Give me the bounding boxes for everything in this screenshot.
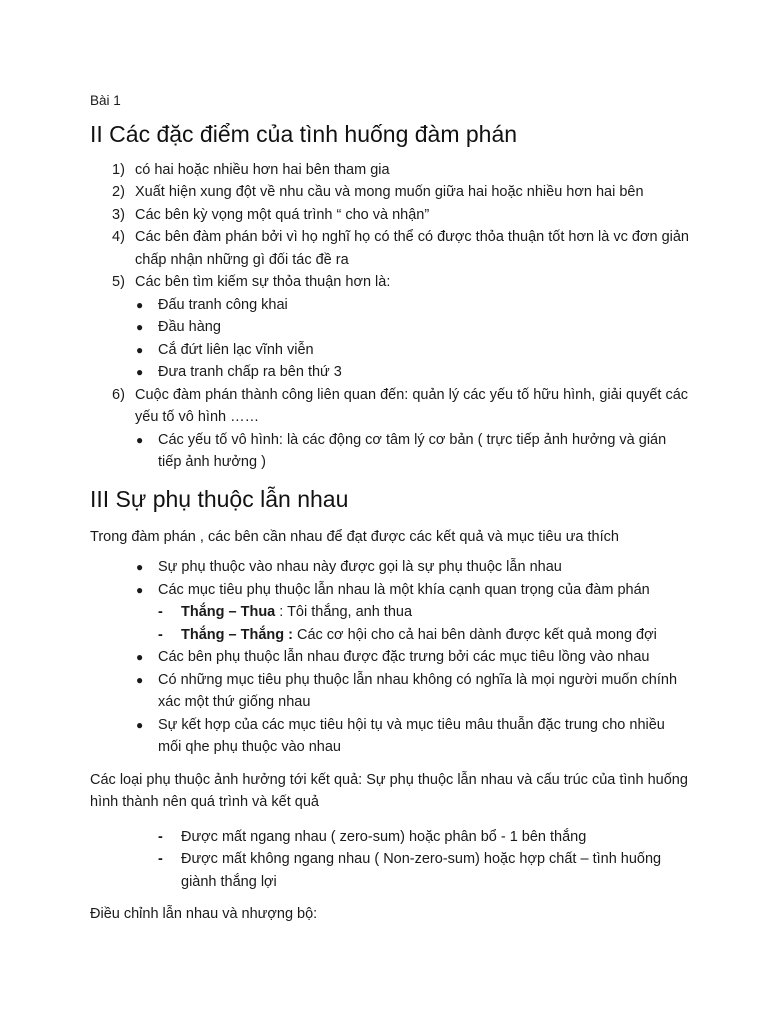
dash-icon: - (158, 851, 163, 867)
list-item: 6) Cuộc đàm phán thành công liên quan đến: quản lý các yếu tố hữu hình, giải quyết các yếu tố vô hình …… (112, 386, 689, 425)
item-6-bullets (90, 429, 690, 474)
list-item: ● Các mục tiêu phụ thuộc lẫn nhau là một khía cạnh quan trọng của đàm phán (90, 579, 690, 602)
last-line: Điều chỉnh lẫn nhau và nhượng bộ: (90, 906, 318, 922)
list-item: ● Sự kết hợp của các mục tiêu hội tụ và mục tiêu mâu thuẫn đặc trung cho nhiều mối qhe phụ thuộc vào nhau (90, 714, 690, 759)
section-3-intro: Trong đàm phán , các bên cần nhau để đạt được các kết quả và mục tiêu ưa thích (90, 528, 619, 545)
section-3-bullets-cont (90, 646, 690, 759)
types-list (90, 826, 690, 894)
item-5-bullets (90, 294, 690, 384)
bullet-icon: ● (136, 560, 144, 574)
bullet-icon: ● (136, 342, 144, 357)
list-item: ● Đầu hàng (90, 316, 690, 339)
types-paragraph: Các loại phụ thuộc ảnh hưởng tới kết quả: Sự phụ thuộc lẫn nhau và cấu trúc của tình huống hình thành nên quá trình và kết quả (90, 771, 688, 810)
list-item: ● Đưa tranh chấp ra bên thứ 3 (90, 361, 690, 384)
bullet-icon: ● (136, 650, 144, 664)
section-2-list (90, 159, 690, 294)
bullet-icon: ● (136, 717, 144, 732)
list-item: ● Cắ đứt liên lạc vĩnh viễn (90, 339, 690, 362)
bullet-icon: ● (136, 582, 144, 597)
bullet-icon: ● (136, 672, 144, 687)
bullet-icon: ● (136, 297, 144, 312)
list-item: ● Các yếu tố vô hình: là các động cơ tâm lý cơ bản ( trực tiếp ảnh hưởng và gián tiếp ảnh hưởng ) (90, 429, 690, 474)
dash-icon: - (158, 828, 163, 845)
dash-icon: - (158, 604, 163, 620)
section-2-list-cont (90, 384, 690, 429)
list-item: 5) Các bên tìm kiếm sự thỏa thuận hơn là: (112, 274, 391, 290)
list-item: ● Có những mục tiêu phụ thuộc lẫn nhau không có nghĩa là mọi người muốn chính xác một thứ giống nhau (90, 669, 690, 714)
dash-icon: - (158, 626, 163, 643)
list-item: - Được mất không ngang nhau ( Non-zero-sum) hoặc hợp chất – tình huống giành thắng lợi (90, 848, 690, 893)
list-item: ● Các bên phụ thuộc lẫn nhau được đặc trưng bởi các mục tiêu lồng vào nhau (90, 646, 690, 669)
bullet-icon: ● (136, 432, 144, 447)
bullet-icon: ● (136, 365, 144, 379)
section-3-bullets (90, 556, 690, 601)
section-2-title: II Các đặc điểm của tình huống đàm phán (90, 120, 518, 147)
section-3-title: III Sự phụ thuộc lẫn nhau (90, 485, 349, 512)
win-lose-list (90, 601, 690, 646)
list-item: ● Đấu tranh công khai (90, 294, 690, 317)
list-item: - Thắng – Thua : Tôi thắng, anh thua (90, 601, 690, 624)
lesson-label: Bài 1 (90, 93, 121, 108)
list-item: 1) có hai hoặc nhiều hơn hai bên tham gia (112, 161, 390, 178)
list-item: 4) Các bên đàm phán bởi vì họ nghĩ họ có thể có được thỏa thuận tốt hơn là vc đơn giản chấp nhận những gì đối tác đề ra (112, 229, 689, 268)
list-item: ● Sự phụ thuộc vào nhau này được gọi là sự phụ thuộc lẫn nhau (90, 556, 690, 579)
document-page (90, 90, 690, 938)
list-item: 2) Xuất hiện xung đột về nhu cầu và mong muốn giữa hai hoặc nhiều hơn hai bên (112, 184, 644, 200)
bullet-icon: ● (136, 320, 144, 334)
list-item: - Thắng – Thắng : Các cơ hội cho cả hai bên dành được kết quả mong đợi (90, 624, 690, 647)
list-item: 3) Các bên kỳ vọng một quá trình “ cho và nhận” (112, 206, 430, 223)
list-item: - Được mất ngang nhau ( zero-sum) hoặc phân bổ - 1 bên thắng (90, 826, 690, 849)
